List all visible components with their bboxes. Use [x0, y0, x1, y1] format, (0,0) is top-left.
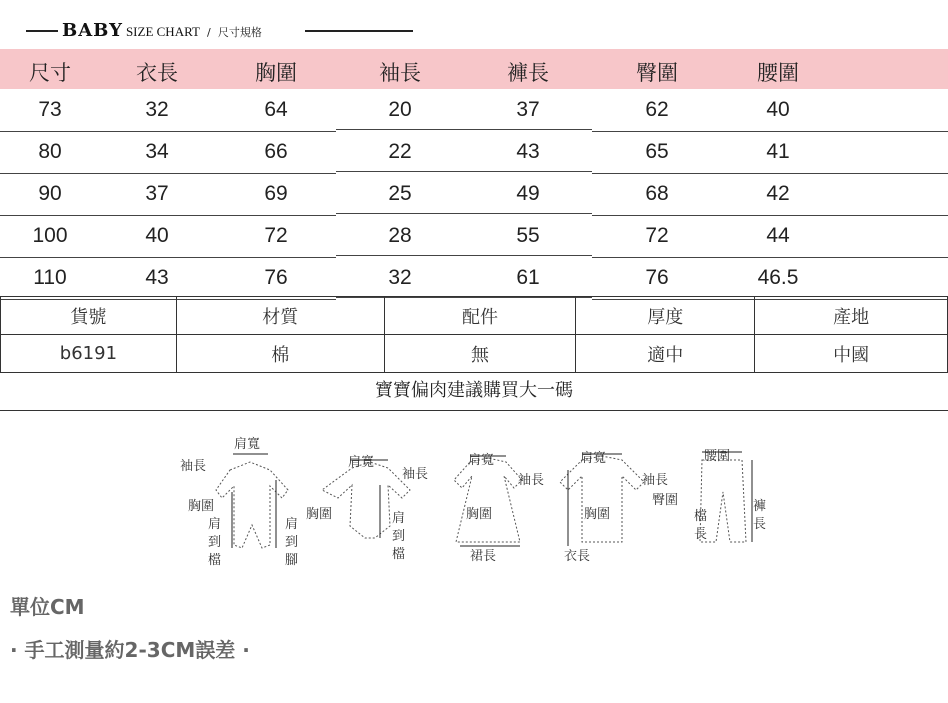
size-col-header: 臀圍 — [636, 62, 678, 85]
size-table-cell: 34 — [145, 140, 169, 163]
size-table-cell: 62 — [645, 98, 669, 121]
measurement-diagram — [170, 430, 780, 580]
size-table-row — [0, 216, 948, 258]
info-header-accessories: 配件 — [384, 297, 576, 335]
label-skirt-length: 裙長 — [470, 549, 497, 564]
info-header-thickness: 厚度 — [576, 297, 755, 335]
size-table-row — [0, 258, 948, 300]
size-table-cell: 64 — [264, 98, 288, 121]
chart-title — [0, 14, 948, 46]
size-table-cell: 43 — [145, 266, 169, 289]
label-shoulder-to-foot-a: 肩 — [285, 517, 299, 532]
label-shoulder-to-crotch-2a: 肩 — [392, 511, 406, 526]
label-shoulder-to-crotch-1b: 到 — [208, 535, 222, 550]
label-chest-4: 胸圍 — [584, 507, 611, 522]
size-table-cell: 40 — [766, 98, 790, 121]
title-rule-left — [26, 30, 58, 32]
size-table-cell: 61 — [516, 266, 540, 289]
label-shoulder-2: 肩寬 — [348, 455, 375, 470]
size-table-cell: 80 — [38, 140, 62, 163]
size-table-cell: 20 — [388, 98, 412, 121]
label-shoulder-to-crotch-1a: 肩 — [208, 517, 222, 532]
size-table-cell: 25 — [388, 182, 412, 205]
size-col-header: 尺寸 — [29, 62, 71, 85]
info-header-row — [1, 297, 948, 335]
label-sleeve-1: 袖長 — [180, 459, 207, 474]
info-header-material: 材質 — [176, 297, 384, 335]
info-value-item-no: b6191 — [1, 335, 177, 373]
size-table-cell: 65 — [645, 140, 669, 163]
size-table-row — [0, 132, 948, 174]
info-header-origin: 產地 — [755, 297, 948, 335]
size-table-cell: 73 — [38, 98, 62, 121]
label-shoulder-to-crotch-2c: 檔 — [392, 547, 406, 562]
size-table-header — [0, 49, 948, 89]
size-table-cell: 44 — [766, 224, 790, 247]
product-info-table — [0, 296, 948, 373]
label-waist: 腰圍 — [704, 449, 731, 464]
size-table-cell: 55 — [516, 224, 540, 247]
size-col-header: 袖長 — [379, 62, 421, 85]
row-divider — [336, 171, 592, 172]
size-col-header: 褲長 — [507, 62, 549, 85]
size-table-cell: 72 — [264, 224, 288, 247]
label-shoulder-to-crotch-2b: 到 — [392, 529, 406, 544]
size-col-header: 胸圍 — [255, 62, 297, 85]
size-table-cell: 90 — [38, 182, 62, 205]
label-chest-2: 胸圍 — [306, 507, 333, 522]
label-crotch-length-b: 長 — [694, 527, 708, 542]
info-value-material: 棉 — [176, 335, 384, 373]
title-separator: / — [207, 26, 211, 39]
info-value-row — [1, 335, 948, 373]
size-table-cell: 37 — [145, 182, 169, 205]
size-table-cell: 110 — [33, 266, 67, 289]
size-table-row — [0, 90, 948, 132]
label-crotch-length-a: 檔 — [694, 509, 708, 524]
unit-label: 單位CM — [10, 595, 85, 619]
size-table-cell: 49 — [516, 182, 540, 205]
measurement-note: · 手工測量約2-3CM誤差 · — [10, 638, 250, 662]
info-value-thickness: 適中 — [576, 335, 755, 373]
size-table-cell: 72 — [645, 224, 669, 247]
info-header-item-no: 貨號 — [1, 297, 177, 335]
label-sleeve-4: 袖長 — [642, 473, 669, 488]
size-table-cell: 66 — [264, 140, 288, 163]
label-garment-length: 衣長 — [564, 549, 591, 564]
label-chest-1: 胸圍 — [188, 499, 215, 514]
label-shoulder-to-foot-c: 腳 — [285, 553, 299, 568]
size-table-cell: 37 — [516, 98, 540, 121]
size-table-cell: 28 — [388, 224, 412, 247]
row-divider — [336, 129, 592, 130]
label-shoulder-to-foot-b: 到 — [285, 535, 299, 550]
size-table-cell: 76 — [264, 266, 288, 289]
label-shoulder-4: 肩寬 — [580, 451, 607, 466]
label-shoulder-1: 肩寬 — [234, 437, 261, 452]
title-rule-right — [305, 30, 413, 32]
label-hip: 臀圍 — [652, 493, 679, 508]
label-chest-3: 胸圍 — [466, 507, 493, 522]
size-table-cell: 46.5 — [757, 266, 799, 289]
size-table-cell: 41 — [766, 140, 790, 163]
title-brand: BABY — [62, 20, 123, 41]
title-text — [62, 20, 262, 41]
size-table-cell: 100 — [32, 224, 68, 247]
label-sleeve-2: 袖長 — [402, 467, 429, 482]
size-table-cell: 32 — [388, 266, 412, 289]
row-divider — [336, 255, 592, 256]
info-value-accessories: 無 — [384, 335, 576, 373]
title-subtitle: SIZE CHART — [125, 24, 200, 39]
label-pants-length-b: 長 — [753, 517, 767, 532]
label-sleeve-3: 袖長 — [518, 473, 545, 488]
label-pants-length-a: 褲 — [753, 499, 767, 514]
size-col-header: 衣長 — [136, 62, 178, 85]
row-divider — [336, 213, 592, 214]
size-table-cell: 69 — [264, 182, 288, 205]
label-shoulder-3: 肩寬 — [468, 453, 495, 468]
size-table-cell: 42 — [766, 182, 790, 205]
size-table-cell: 22 — [388, 140, 412, 163]
size-col-header: 腰圍 — [757, 62, 799, 85]
label-shoulder-to-crotch-1c: 檔 — [208, 553, 222, 568]
size-table-cell: 68 — [645, 182, 669, 205]
size-table-row — [0, 174, 948, 216]
title-subtitle-cn: 尺寸規格 — [217, 26, 262, 39]
size-table-cell: 40 — [145, 224, 169, 247]
size-table-cell: 76 — [645, 266, 669, 289]
size-table-cell: 32 — [145, 98, 169, 121]
size-table-cell: 43 — [516, 140, 540, 163]
size-advice: 寶寶偏肉建議購買大一碼 — [0, 372, 948, 411]
info-value-origin: 中國 — [755, 335, 948, 373]
